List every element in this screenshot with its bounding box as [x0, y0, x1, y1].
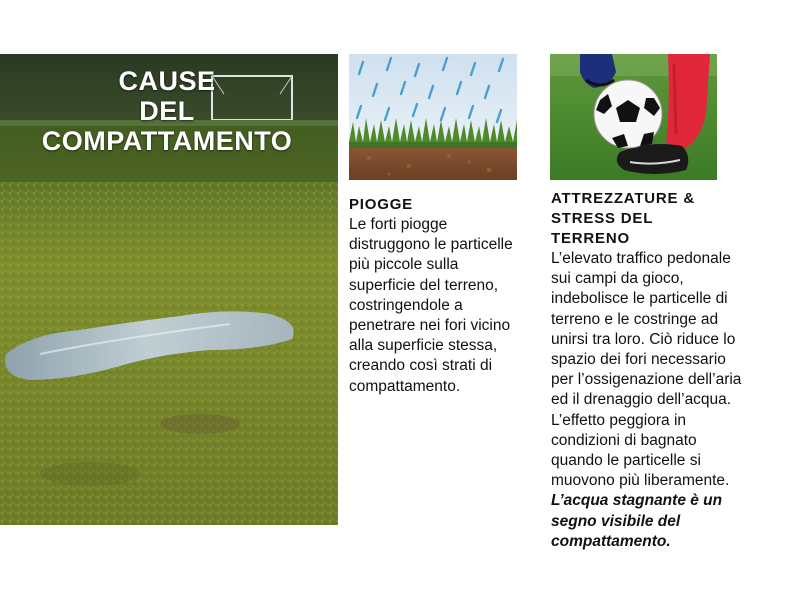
rain-body-line: distruggono le particelle	[349, 236, 513, 254]
traffic-emphasis-line: compattamento.	[551, 532, 671, 550]
rain-body-line: costringendole a	[349, 296, 463, 314]
traffic-body-line: terreno e le costringe ad	[551, 310, 719, 328]
rain-body-line: alla superficie stessa,	[349, 337, 498, 355]
rain-body-line: compattamento.	[349, 377, 461, 395]
traffic-body-line: spazio dei fori necessario	[551, 351, 726, 369]
traffic-body-line: L’effetto peggiora in	[551, 411, 687, 429]
rain-body-line: penetrare nei fori vicino	[349, 317, 511, 335]
rain-body-line: superficie del terreno,	[349, 276, 499, 294]
rain-section	[349, 195, 541, 397]
traffic-body-line: per l’ossigenazione dell’aria	[551, 371, 742, 389]
rain-body-line: più piccole sulla	[349, 256, 459, 274]
traffic-emphasis-line: L’acqua stagnante è un	[551, 492, 723, 510]
football-kick-photo	[550, 54, 717, 180]
traffic-body-line: indebolisce le particelle di	[551, 290, 728, 308]
traffic-section	[551, 189, 773, 552]
traffic-body-line: unirsi tra loro. Ciò riduce lo	[551, 330, 736, 348]
traffic-body-line: ed il drenaggio dell’acqua.	[551, 391, 732, 409]
rain-on-grass-illustration	[349, 54, 517, 180]
hero-title	[0, 66, 334, 156]
traffic-body-line: L’elevato traffico pedonale	[551, 250, 731, 267]
hero-title-line: COMPATTAMENTO	[41, 126, 293, 156]
traffic-heading-line: STRESS DEL	[551, 210, 654, 227]
traffic-heading-line: TERRENO	[551, 230, 630, 247]
hero-title-line: CAUSE	[118, 66, 216, 96]
traffic-body-line: sui campi da gioco,	[551, 270, 684, 288]
rain-body-line: creando così strati di	[349, 357, 493, 375]
traffic-body-line: quando le particelle si	[551, 452, 701, 470]
traffic-heading-line: ATTREZZATURE &	[551, 190, 695, 207]
traffic-body-line: condizioni di bagnato	[551, 431, 697, 449]
rain-heading: PIOGGE	[349, 196, 413, 213]
traffic-body-line: muovono più liberamente.	[551, 472, 730, 490]
hero-title-line: DEL	[139, 96, 195, 126]
rain-body-line: Le forti piogge	[349, 216, 448, 233]
traffic-emphasis-line: segno visibile del	[551, 512, 681, 530]
